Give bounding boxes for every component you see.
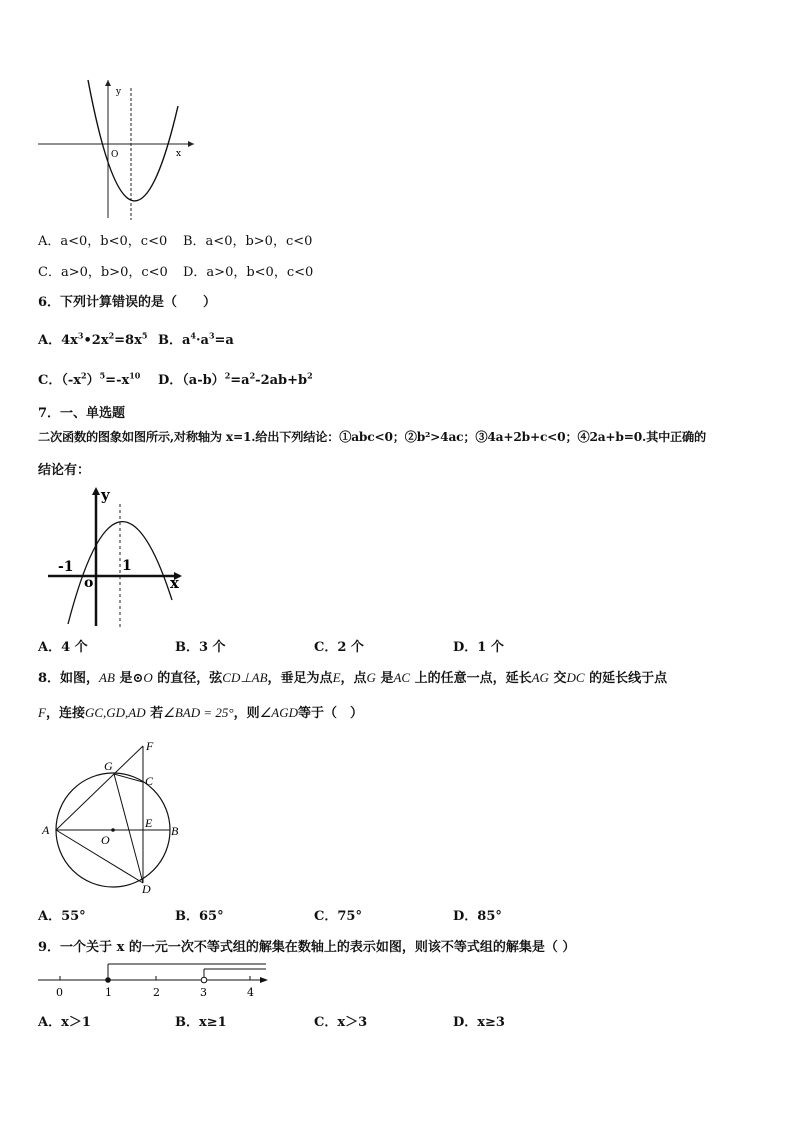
q5-origin-label: O bbox=[111, 150, 119, 160]
q8-l1-ac: AC bbox=[393, 670, 411, 685]
q7-origin-label: o bbox=[84, 575, 94, 591]
q7-option-c[interactable]: C．2 个 bbox=[314, 640, 364, 655]
q6-option-a[interactable] bbox=[38, 329, 147, 348]
q7-x-label: x bbox=[170, 574, 179, 592]
q6-a-text3: =8x bbox=[114, 333, 142, 348]
q7-y-label: y bbox=[101, 486, 110, 504]
q9-number-line-figure bbox=[36, 958, 272, 1002]
q8-l2-t4: 等于（ ） bbox=[297, 706, 363, 721]
q8-option-c[interactable]: C．75° bbox=[314, 909, 362, 924]
q8-l1-cd: CD⊥AB bbox=[222, 670, 268, 685]
q8-l2-f: F bbox=[38, 705, 46, 720]
q8-l2-angle: ∠BAD = 25° bbox=[163, 705, 234, 720]
q5-option-a[interactable]: A．a<0，b<0，c<0 bbox=[38, 234, 168, 249]
q7-parabola-figure bbox=[46, 484, 186, 630]
q6-d-exp1: 2 bbox=[224, 370, 231, 381]
q8-option-b[interactable]: B．65° bbox=[175, 909, 224, 924]
q6-a-text1: A．4x bbox=[38, 333, 78, 348]
q6-d-text1: D．（a-b） bbox=[158, 373, 225, 388]
q7-option-d[interactable]: D．1 个 bbox=[453, 640, 504, 655]
q8-point-g: G bbox=[104, 759, 113, 773]
q8-l1-t2: 是⊙ bbox=[114, 671, 144, 686]
q7-header: 7．一、单选题 bbox=[38, 406, 126, 421]
q8-l1-t1: 8．如图， bbox=[38, 671, 100, 686]
q7-option-a[interactable]: A．4 个 bbox=[38, 640, 88, 655]
q8-l1-ag: AG bbox=[531, 670, 549, 685]
q6-a-exp3: 5 bbox=[141, 330, 148, 341]
q9-tick-2: 2 bbox=[153, 986, 160, 999]
q8-l1-ab: AB bbox=[99, 670, 115, 685]
q8-point-b: B bbox=[171, 824, 179, 838]
q6-d-text3: -2ab+b bbox=[255, 373, 308, 388]
q8-point-e: E bbox=[145, 816, 153, 830]
q9-tick-4: 4 bbox=[247, 986, 254, 999]
q5-option-b[interactable]: B．a<0，b>0，c<0 bbox=[183, 234, 313, 249]
q7-neg-one-label: -1 bbox=[58, 559, 74, 575]
q9-option-b[interactable]: B．x≥1 bbox=[175, 1015, 227, 1030]
q8-point-o: O bbox=[101, 833, 110, 847]
q8-point-c: C bbox=[145, 774, 154, 788]
q5-option-d[interactable]: D．a>0，b<0，c<0 bbox=[183, 265, 314, 280]
q8-l1-o: O bbox=[143, 670, 153, 685]
q7-option-b[interactable]: B．3 个 bbox=[175, 640, 226, 655]
q5-x-label: x bbox=[176, 149, 182, 159]
q6-c-text2: ） bbox=[86, 373, 100, 388]
q7-stem-line2: 结论有： bbox=[38, 463, 91, 478]
q6-b-exp1: 4 bbox=[190, 330, 196, 341]
q5-y-label: y bbox=[116, 87, 122, 97]
q9-tick-1: 1 bbox=[105, 986, 112, 999]
q8-l2-t1: ，连接 bbox=[45, 706, 85, 721]
q5-option-c[interactable]: C．a>0，b>0，c<0 bbox=[38, 265, 168, 280]
q8-l1-dc: DC bbox=[566, 670, 585, 685]
q6-option-d[interactable] bbox=[158, 369, 313, 388]
q9-option-d[interactable]: D．x≥3 bbox=[453, 1015, 505, 1030]
q8-stem-line2 bbox=[38, 702, 363, 721]
q9-tick-0: 0 bbox=[56, 986, 63, 999]
q9-stem: 9．一个关于 x 的一元一次不等式组的解集在数轴上的表示如图，则该不等式组的解集是（ ） bbox=[38, 940, 576, 955]
q8-option-a[interactable]: A．55° bbox=[38, 909, 86, 924]
q6-c-text3: =-x bbox=[105, 373, 130, 388]
q7-one-label: 1 bbox=[122, 558, 132, 574]
q9-option-c[interactable]: C．x＞3 bbox=[314, 1015, 368, 1030]
q6-b-text2: ·a bbox=[196, 333, 209, 348]
q6-option-b[interactable] bbox=[158, 329, 234, 348]
q7-stem-line1: 二次函数的图象如图所示,对称轴为 x=1.给出下列结论：①abc<0；②b²>4ac；③4a+2b+c<0；④2a+b=0.其中正确的 bbox=[38, 430, 707, 444]
q8-point-a: A bbox=[42, 823, 50, 837]
q8-circle-figure bbox=[38, 738, 188, 893]
q8-l1-t5: ，点 bbox=[340, 671, 367, 686]
q8-l1-t3: 的直径，弦 bbox=[152, 671, 223, 686]
q6-stem: 6．下列计算错误的是（ ） bbox=[38, 295, 217, 310]
q6-d-exp3: 2 bbox=[307, 370, 313, 381]
q8-point-d: D bbox=[142, 882, 151, 893]
q8-l1-t4: ，垂足为点 bbox=[267, 671, 333, 686]
q8-l2-t3: ，则 bbox=[233, 706, 260, 721]
q6-a-text2: •2x bbox=[83, 333, 109, 348]
q6-a-exp2: 2 bbox=[108, 330, 115, 341]
q8-l2-agd: ∠AGD bbox=[259, 705, 298, 720]
q8-l1-t7: 上的任意一点，延长 bbox=[410, 671, 532, 686]
q8-l1-t6: 是 bbox=[375, 671, 394, 686]
q5-parabola-figure bbox=[36, 78, 198, 223]
q6-b-text3: =a bbox=[214, 333, 234, 348]
q8-l1-t9: 的延长线于点 bbox=[584, 671, 668, 686]
q6-b-exp2: 3 bbox=[208, 330, 215, 341]
q6-c-exp1: 2 bbox=[81, 370, 87, 381]
q8-option-d[interactable]: D．85° bbox=[453, 909, 502, 924]
q6-c-exp3: 10 bbox=[129, 370, 141, 381]
q6-c-text1: C．（-x bbox=[38, 373, 81, 388]
q8-point-f: F bbox=[146, 739, 154, 753]
q6-a-exp1: 3 bbox=[77, 330, 84, 341]
q8-stem-line1 bbox=[38, 667, 667, 686]
q6-b-text1: B．a bbox=[158, 333, 191, 348]
q6-d-text2: =a bbox=[230, 373, 250, 388]
q8-l2-t2: 若 bbox=[145, 706, 164, 721]
q8-l1-e: E bbox=[332, 670, 341, 685]
q6-option-c[interactable] bbox=[38, 369, 140, 388]
q9-tick-3: 3 bbox=[200, 986, 207, 999]
q6-d-exp2: 2 bbox=[249, 370, 256, 381]
q8-l1-t8: 交 bbox=[548, 671, 567, 686]
q8-l1-g: G bbox=[366, 670, 376, 685]
q9-option-a[interactable]: A．x＞1 bbox=[38, 1015, 91, 1030]
q6-c-exp2: 5 bbox=[99, 370, 106, 381]
q8-l2-gc: GC,GD,AD bbox=[84, 705, 146, 720]
